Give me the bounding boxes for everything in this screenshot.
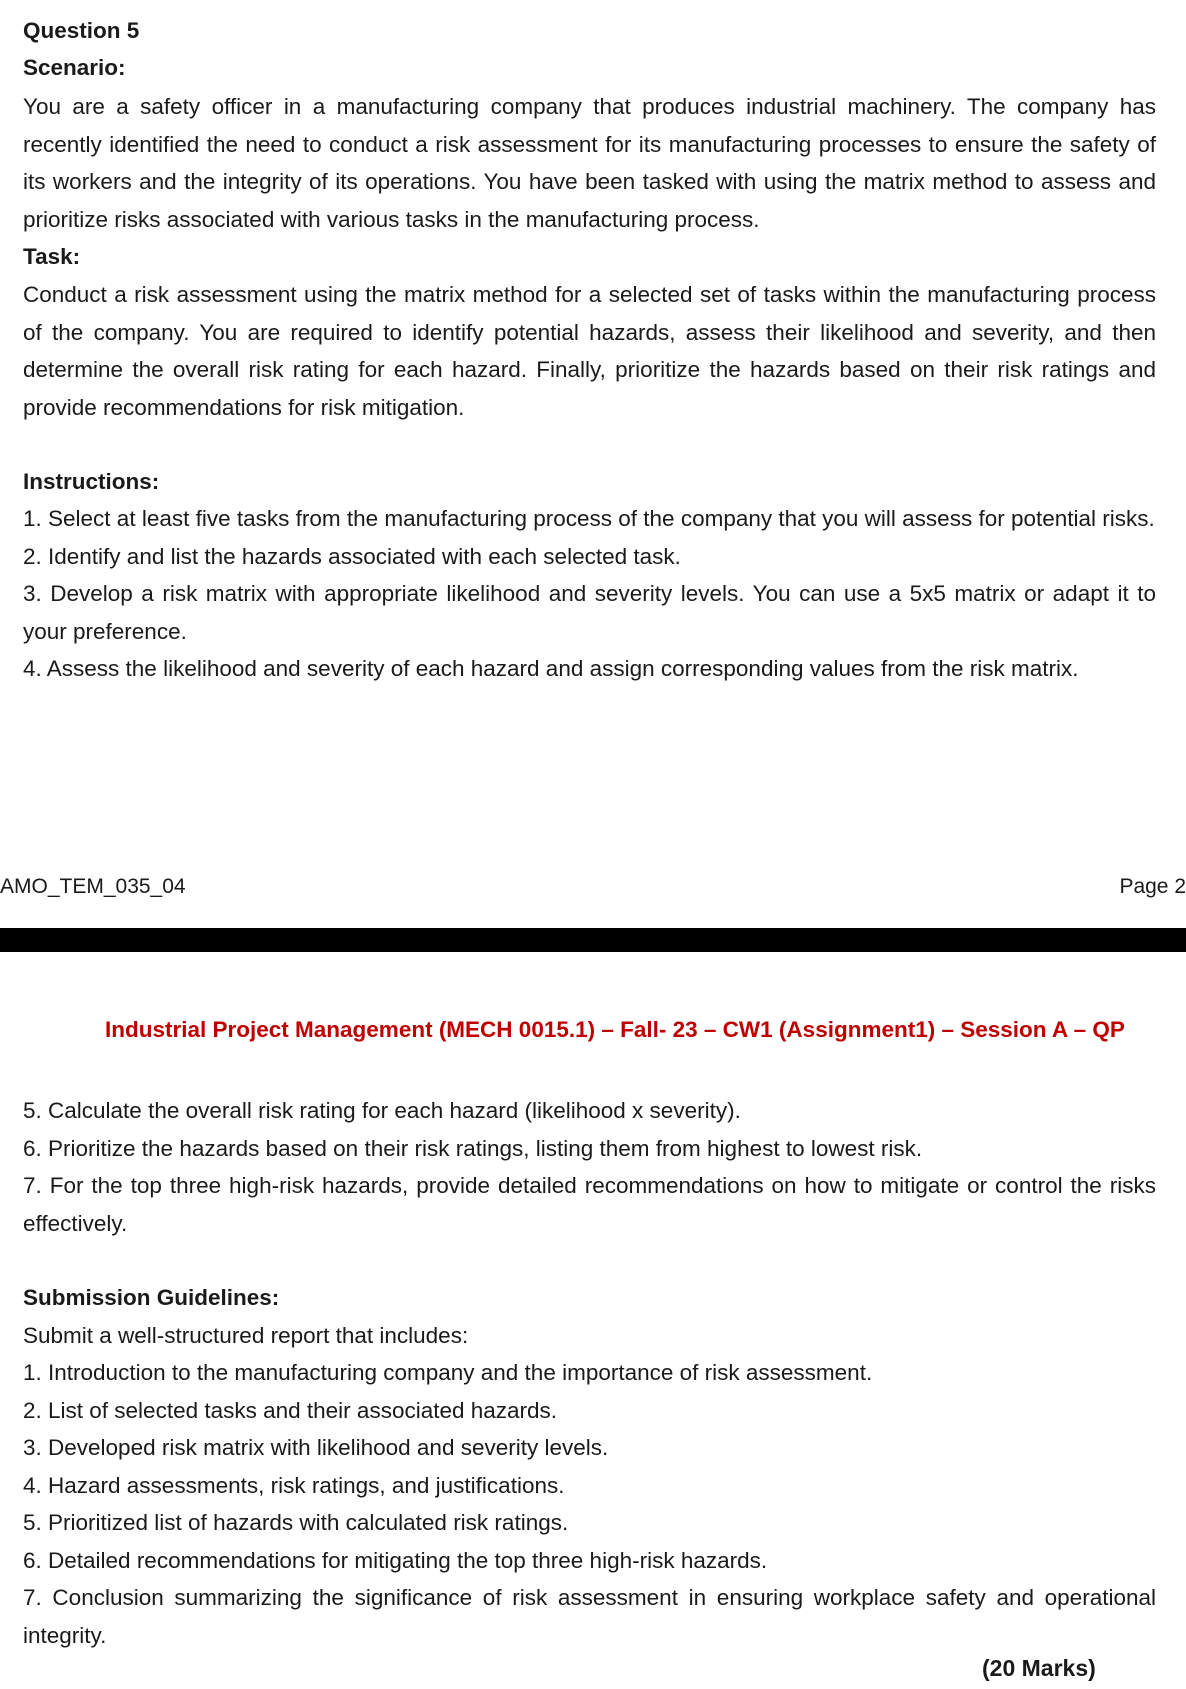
instruction-item: 1. Select at least five tasks from the manufacturing process of the company that you will assess for potential risks. bbox=[23, 506, 1155, 531]
page-label: Page 2 bbox=[1119, 875, 1186, 898]
page-number bbox=[1119, 875, 1186, 899]
scenario-text: You are a safety officer in a manufacturing company that produces industrial machinery. The company has recently identified the need to conduct a risk assessment for its manufacturing processes to ensure the safety of its workers and the integrity of its operations. You have been tasked with using the matrix method to assess and prioritize risks associated with various tasks in the manufacturing process. bbox=[23, 94, 1156, 232]
submission-item: 5. Prioritized list of hazards with calculated risk ratings. bbox=[23, 1510, 569, 1535]
submission-intro: Submit a well-structured report that includes: bbox=[23, 1323, 469, 1348]
page-separator bbox=[0, 928, 1186, 952]
instruction-item: 5. Calculate the overall risk rating for each hazard (likelihood x severity). bbox=[23, 1098, 741, 1123]
submission-item: 1. Introduction to the manufacturing company and the importance of risk assessment. bbox=[23, 1360, 873, 1385]
question-title: Question 5 bbox=[23, 18, 140, 43]
instruction-item: 7. For the top three high-risk hazards, provide detailed recommendations on how to mitigate or control the risks effectively. bbox=[23, 1173, 1156, 1236]
instruction-item: 6. Prioritize the hazards based on their risk ratings, listing them from highest to lowest risk. bbox=[23, 1135, 923, 1161]
instructions-list bbox=[23, 500, 1156, 688]
submission-heading: Submission Guidelines: bbox=[23, 1285, 280, 1310]
submission-item: 7. Conclusion summarizing the significance of risk assessment in ensuring workplace safety and operational integrity. bbox=[23, 1585, 1156, 1648]
instruction-item: 3. Develop a risk matrix with appropriate likelihood and severity levels. You can use a 5x5 matrix or adapt it to your preference. bbox=[23, 581, 1156, 644]
submission-list bbox=[23, 1354, 1156, 1654]
submission-item: 4. Hazard assessments, risk ratings, and justifications. bbox=[23, 1472, 565, 1498]
document-code: AMO_TEM_035_04 bbox=[0, 875, 186, 898]
task-text: Conduct a risk assessment using the matrix method for a selected set of tasks within the manufacturing process of the company. You are required to identify potential hazards, assess their likelihood and severity, and then determine the overall risk rating for each hazard. Finally, prioritize the hazards based on their risk ratings and provide recommendations for risk mitigation. bbox=[23, 282, 1156, 420]
marks-label: (20 Marks) bbox=[982, 1655, 1096, 1681]
course-header: Industrial Project Management (MECH 0015.1) – Fall- 23 – CW1 (Assignment1) – Session A – QP bbox=[105, 1017, 1125, 1042]
submission-item: 6. Detailed recommendations for mitigating the top three high-risk hazards. bbox=[23, 1547, 768, 1573]
task-heading: Task: bbox=[23, 244, 81, 269]
instruction-item: 2. Identify and list the hazards associated with each selected task. bbox=[23, 543, 681, 569]
instructions-heading: Instructions: bbox=[23, 469, 160, 494]
submission-item: 3. Developed risk matrix with likelihood and severity levels. bbox=[23, 1435, 609, 1460]
instruction-item: 4. Assess the likelihood and severity of each hazard and assign corresponding values from the risk matrix. bbox=[23, 656, 1079, 681]
instructions-continued-list bbox=[23, 1092, 1156, 1242]
scenario-heading: Scenario: bbox=[23, 55, 126, 80]
submission-item: 2. List of selected tasks and their associated hazards. bbox=[23, 1397, 558, 1423]
